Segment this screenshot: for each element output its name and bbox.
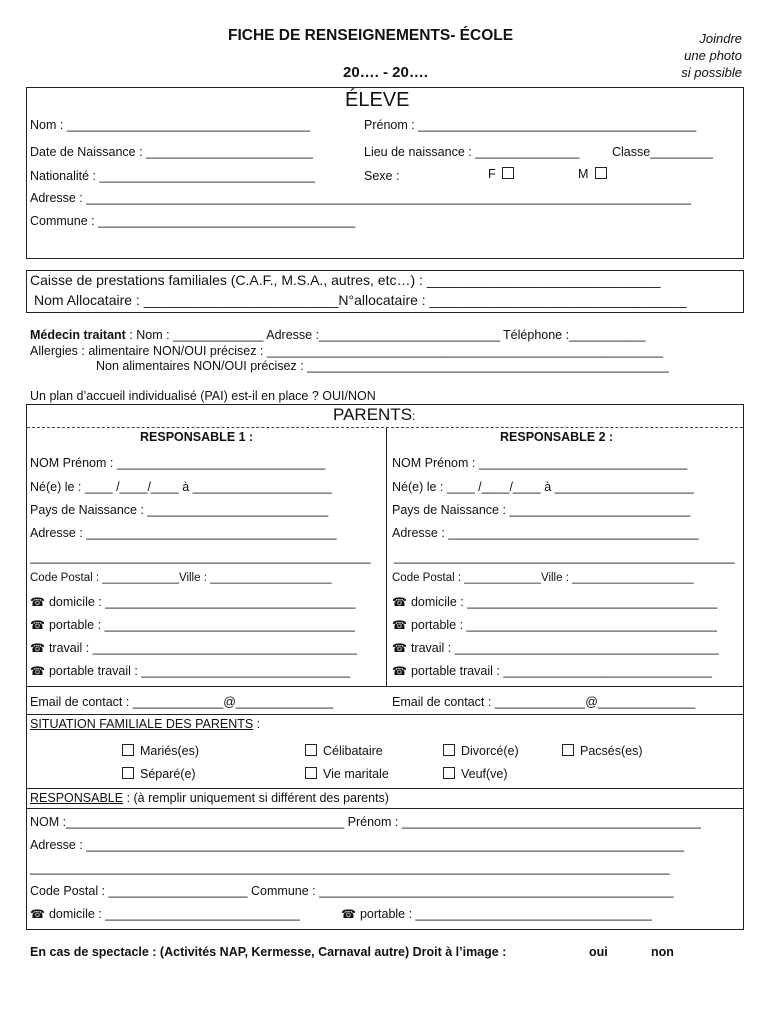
responsable-heading — [30, 791, 389, 805]
responsable-portable-text: portable : __________________________________ — [359, 907, 652, 921]
r2-domicile-text: domicile : ____________________________________ — [410, 595, 718, 609]
option-vie-maritale[interactable] — [305, 767, 389, 781]
droit-image-oui[interactable]: oui — [589, 945, 608, 959]
r2-ne-le-field[interactable]: Né(e) le : ____ /____/____ à ____________________ — [392, 480, 694, 494]
phone-icon: ☎ — [392, 641, 407, 655]
option-label: Vie maritale — [323, 767, 389, 781]
responsable-cp-commune-field[interactable]: Code Postal : ____________________ Commune : ___________________________________________________ — [30, 884, 674, 898]
sexe-m-label: M — [578, 167, 589, 181]
divider — [27, 808, 743, 809]
option-label: Pacsés(es) — [580, 744, 643, 758]
phone-icon: ☎ — [341, 907, 356, 921]
phone-icon: ☎ — [392, 618, 407, 632]
droit-image-non[interactable]: non — [651, 945, 674, 959]
checkbox[interactable] — [122, 767, 134, 779]
checkbox[interactable] — [443, 767, 455, 779]
option-divorce[interactable] — [443, 744, 519, 758]
nom-field[interactable]: Nom : ___________________________________ — [30, 118, 311, 132]
dashed-divider — [27, 427, 743, 428]
situation-heading — [30, 717, 260, 731]
situation-colon: : — [253, 717, 261, 731]
r2-email-field[interactable]: Email de contact : _____________@______________ — [392, 695, 696, 709]
checkbox[interactable] — [122, 744, 134, 756]
parents-heading — [333, 405, 415, 425]
responsable-domicile-field[interactable] — [30, 907, 300, 921]
photo-note-line: si possible — [681, 65, 742, 80]
phone-icon: ☎ — [392, 595, 407, 609]
medecin-label: Médecin traitant — [30, 328, 126, 342]
eleve-heading: ÉLEVE — [345, 89, 410, 111]
photo-note-line: une photo — [684, 48, 742, 63]
responsable-1-heading: RESPONSABLE 1 : — [140, 430, 254, 444]
responsable-nom-prenom-field[interactable]: NOM :________________________________________ Prénom : ___________________________________________ — [30, 815, 701, 829]
r2-portable-travail-field[interactable] — [392, 664, 712, 678]
phone-icon: ☎ — [392, 664, 407, 678]
date-naissance-field[interactable]: Date de Naissance : ________________________ — [30, 145, 313, 159]
option-label: Séparé(e) — [140, 767, 196, 781]
divider — [27, 686, 743, 687]
adresse-field[interactable]: Adresse : _______________________________________________________________________________________ — [30, 191, 692, 205]
prenom-field[interactable]: Prénom : ________________________________________ — [364, 118, 697, 132]
responsable-title: RESPONSABLE — [30, 791, 124, 805]
r1-email-field[interactable]: Email de contact : _____________@______________ — [30, 695, 334, 709]
phone-icon: ☎ — [30, 618, 45, 632]
option-label: Divorcé(e) — [461, 744, 519, 758]
option-separe[interactable] — [122, 767, 196, 781]
option-celibataire[interactable] — [305, 744, 383, 758]
r1-portable-text: portable : ____________________________________ — [48, 618, 355, 632]
responsable-portable-field[interactable] — [341, 907, 652, 921]
option-label: Veuf(ve) — [461, 767, 508, 781]
pai-question[interactable]: Un plan d’accueil individualisé (PAI) est-il en place ? OUI/NON — [30, 389, 376, 403]
r2-adresse-field[interactable]: Adresse : ____________________________________ — [392, 526, 699, 540]
checkbox[interactable] — [305, 744, 317, 756]
r1-portable-travail-text: portable travail : ______________________________ — [48, 664, 350, 678]
r1-ne-le-field[interactable]: Né(e) le : ____ /____/____ à ____________________ — [30, 480, 332, 494]
caisse-field[interactable]: Caisse de prestations familiales (C.A.F., M.S.A., autres, etc…) : ______________________________ — [30, 272, 661, 288]
medecin-field[interactable] — [30, 328, 646, 342]
responsable-note: : (à remplir uniquement si différent des parents) — [123, 791, 389, 805]
r2-pays-naissance-field[interactable]: Pays de Naissance : __________________________ — [392, 503, 691, 517]
r2-portable-text: portable : ____________________________________ — [410, 618, 717, 632]
parents-heading-text: PARENTS — [333, 405, 413, 424]
r2-nom-prenom-field[interactable]: NOM Prénom : ______________________________ — [392, 456, 688, 470]
droit-image-question: En cas de spectacle : (Activités NAP, Kermesse, Carnaval autre) Droit à l’image : — [30, 945, 507, 959]
photo-note — [681, 30, 742, 81]
allergies-alimentaire-field[interactable]: Allergies : alimentaire NON/OUI précisez : _________________________________________________________ — [30, 344, 664, 358]
r1-nom-prenom-field[interactable]: NOM Prénom : ______________________________ — [30, 456, 326, 470]
r1-travail-text: travail : ______________________________________ — [48, 641, 357, 655]
r1-portable-travail-field[interactable] — [30, 664, 350, 678]
r1-travail-field[interactable] — [30, 641, 357, 655]
phone-icon: ☎ — [30, 907, 45, 921]
divider — [27, 788, 743, 789]
allocataire-field[interactable]: Nom Allocataire : _________________________N°allocataire : _________________________________ — [34, 292, 687, 308]
school-years: 20…. - 20…. — [343, 64, 429, 81]
checkbox[interactable] — [443, 744, 455, 756]
r1-adresse-field[interactable]: Adresse : ____________________________________ — [30, 526, 337, 540]
sexe-f-option[interactable] — [488, 167, 520, 181]
r1-adresse-line2[interactable]: _________________________________________________ — [30, 550, 371, 564]
responsable-domicile-text: domicile : ____________________________ — [48, 907, 300, 921]
commune-field[interactable]: Commune : _____________________________________ — [30, 214, 356, 228]
classe-field[interactable]: Classe_________ — [612, 145, 713, 159]
r1-domicile-text: domicile : ____________________________________ — [48, 595, 356, 609]
sexe-m-checkbox[interactable] — [595, 167, 607, 179]
phone-icon: ☎ — [30, 641, 45, 655]
form-title: FICHE DE RENSEIGNEMENTS- ÉCOLE — [228, 27, 514, 44]
divider — [27, 714, 743, 715]
parents-heading-colon: : — [412, 409, 416, 423]
column-divider — [386, 428, 387, 686]
allergies-non-alimentaire-field[interactable]: Non alimentaires NON/OUI précisez : ____________________________________________________ — [96, 359, 669, 373]
option-label: Mariés(es) — [140, 744, 200, 758]
photo-note-line: Joindre — [699, 31, 742, 46]
sexe-m-option[interactable] — [578, 167, 613, 181]
responsable-2-heading: RESPONSABLE 2 : — [500, 430, 614, 444]
sexe-label: Sexe : — [364, 169, 400, 183]
r2-code-postal-ville-field[interactable]: Code Postal : ____________Ville : ___________________ — [392, 572, 694, 584]
r1-pays-naissance-field[interactable]: Pays de Naissance : __________________________ — [30, 503, 329, 517]
r2-travail-field[interactable] — [392, 641, 719, 655]
option-maries[interactable] — [122, 744, 199, 758]
checkbox[interactable] — [562, 744, 574, 756]
option-veuf[interactable] — [443, 767, 508, 781]
r1-code-postal-ville-field[interactable]: Code Postal : ____________Ville : ___________________ — [30, 572, 332, 584]
responsable-adresse-line2[interactable]: ____________________________________________________________________________________________ — [30, 861, 670, 875]
sexe-f-label: F — [488, 167, 496, 181]
lieu-naissance-field[interactable]: Lieu de naissance : _______________ — [364, 145, 580, 159]
r1-portable-field[interactable] — [30, 618, 355, 632]
r2-portable-travail-text: portable travail : ______________________________ — [410, 664, 712, 678]
r2-travail-text: travail : ______________________________________ — [410, 641, 719, 655]
r2-adresse-line2[interactable]: _________________________________________________ — [394, 550, 735, 564]
responsable-adresse-field[interactable]: Adresse : ______________________________________________________________________________________ — [30, 838, 685, 852]
phone-icon: ☎ — [30, 664, 45, 678]
nationalite-field[interactable]: Nationalité : _______________________________ — [30, 169, 315, 183]
phone-icon: ☎ — [30, 595, 45, 609]
situation-title: SITUATION FAMILIALE DES PARENTS — [30, 717, 254, 731]
checkbox[interactable] — [305, 767, 317, 779]
r2-domicile-field[interactable] — [392, 595, 718, 609]
medecin-rest: : Nom : _____________ Adresse :__________________________ Téléphone :___________ — [125, 328, 646, 342]
r1-domicile-field[interactable] — [30, 595, 356, 609]
option-pacses[interactable] — [562, 744, 643, 758]
option-label: Célibataire — [323, 744, 383, 758]
r2-portable-field[interactable] — [392, 618, 717, 632]
sexe-f-checkbox[interactable] — [502, 167, 514, 179]
